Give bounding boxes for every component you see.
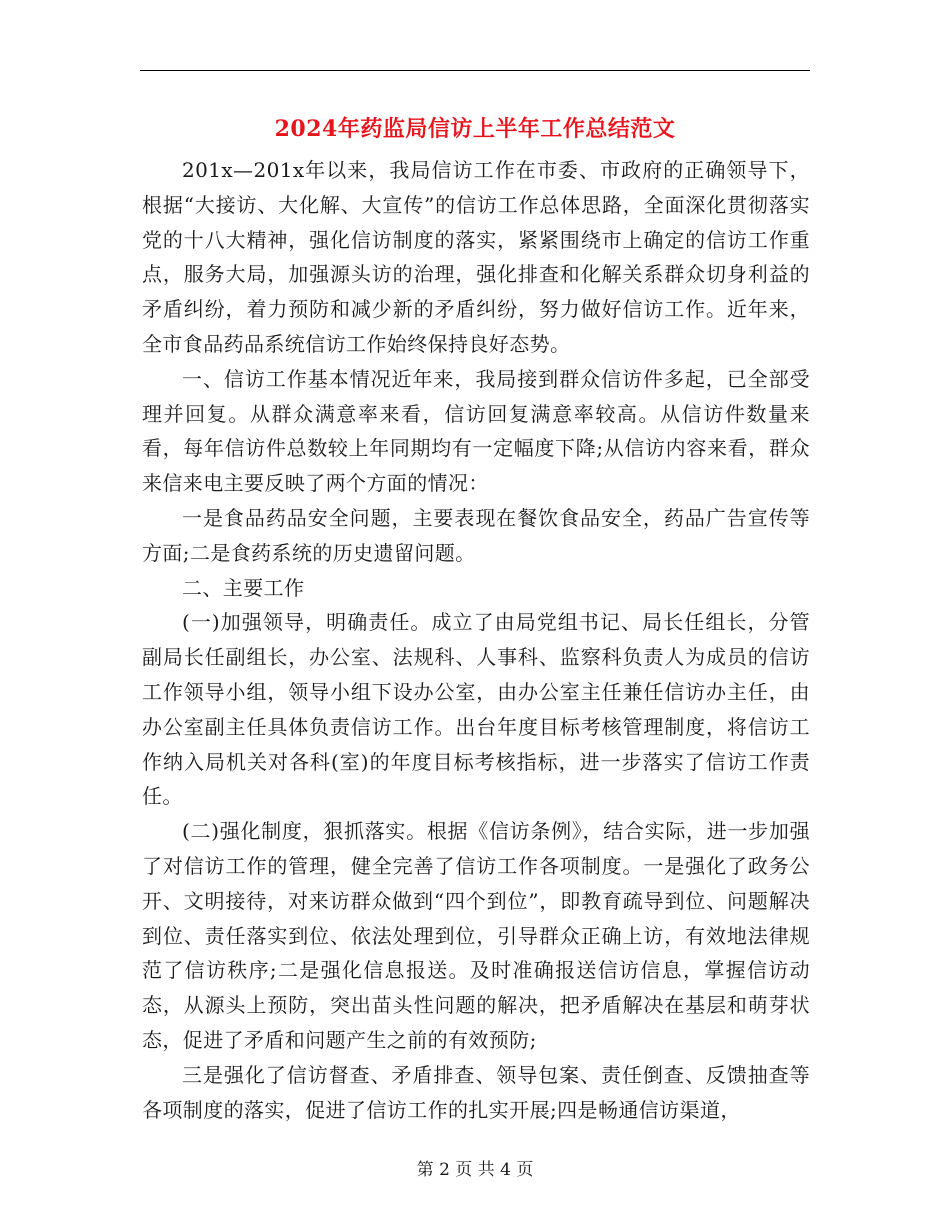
section-heading-main-work: 二、主要工作 (182, 575, 305, 600)
document-body (142, 153, 810, 1127)
page-number-footer: 第 2 页 共 4 页 (416, 1160, 534, 1180)
paragraph-intro: 201x—201x年以来，我局信访工作在市委、市政府的正确领导下，根据“大接访、大化解、大宣传”的信访工作总体思路，全面深化贯彻落实党的十八大精神，强化信访制度的落实，紧紧围绕市上确定的信访工作重点，服务大局，加强源头访的治理，强化排查和化解关系群众切身利益的矛盾纠纷，着力预防和减少新的矛盾纠纷，努力做好信访工作。近年来，全市食品药品系统信访工作始终保持良好态势。 (142, 158, 810, 356)
paragraph-item-1: (一)加强领导，明确责任。成立了由局党组书记、局长任组长，分管副局长任副组长，办公室、法规科、人事科、监察科负责人为成员的信访工作领导小组，领导小组下设办公室，由办公室主任兼任信访办主任，由办公室副主任具体负责信访工作。出台年度目标考核管理制度，将信访工作纳入局机关对各科(室)的年度目标考核指标，进一步落实了信访工作责任。 (142, 610, 810, 809)
paragraph-item-2: (二)强化制度，狠抓落实。根据《信访条例》，结合实际，进一步加强了对信访工作的管理，健全完善了信访工作各项制度。一是强化了政务公开、文明接待，对来访群众做到“四个到位”，即教育疏导到位、问题解决到位、责任落实到位、依法处理到位，引导群众正确上访，有效地法律规范了信访秩序;二是强化信息报送。及时准确报送信访信息，掌握信访动态，从源头上预防，突出苗头性问题的解决，把矛盾解决在基层和萌芽状态，促进了矛盾和问题产生之前的有效预防; (142, 819, 810, 1052)
paragraph-section-1: 一、信访工作基本情况近年来，我局接到群众信访件多起，已全部受理并回复。从群众满意率来看，信访回复满意率较高。从信访件数量来看，每年信访件总数较上年同期均有一定幅度下降;从信访内容来看，群众来信来电主要反映了两个方面的情况： (142, 366, 810, 496)
document-title: 2024年药监局信访上半年工作总结范文 (274, 116, 676, 142)
paragraph-section-1-detail: 一是食品药品安全问题，主要表现在餐饮食品安全，药品广告宣传等方面;二是食药系统的历史遗留问题。 (142, 505, 810, 565)
header-rule (140, 70, 810, 71)
paragraph-item-2-continued: 三是强化了信访督查、矛盾排查、领导包案、责任倒查、反馈抽查等各项制度的落实，促进了信访工作的扎实开展;四是畅通信访渠道， (142, 1062, 810, 1122)
